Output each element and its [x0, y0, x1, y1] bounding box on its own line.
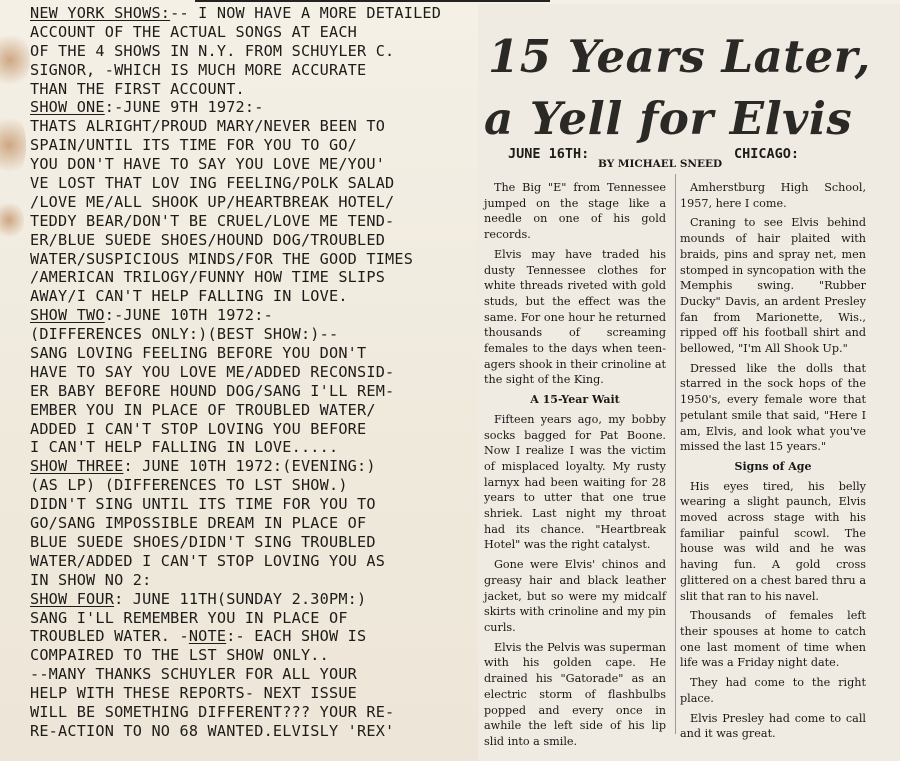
typed-line [30, 533, 472, 552]
typed-line [30, 420, 472, 439]
typed-line [30, 703, 472, 722]
article-paragraph: Dressed like the dolls that starred in the sock hops of the 1950's, every female wore that petulant smile that said, "Here I am, Elvis, and look what you've missed the last 15 years." [680, 361, 866, 454]
typed-line [30, 495, 472, 514]
article-paragraph: Elvis may have traded his dusty Tennessee clothes for white threads riveted with gold studs, but the effect was the same. For one hour he returned thousands of screaming females to the days when teen-agers shook in their crinoline at the sight of the King. [484, 247, 666, 387]
typed-text: OF THE 4 SHOWS IN N.Y. FROM SCHUYLER C. [30, 41, 395, 60]
typed-underlined: SHOW TWO [30, 306, 105, 325]
top-rule [195, 0, 550, 2]
typed-line [30, 61, 472, 80]
typed-text: IN SHOW NO 2: [30, 570, 152, 589]
typed-text: :-JUNE 10TH 1972:- [104, 306, 273, 325]
typed-text: SPAIN/UNTIL ITS TIME FOR YOU TO GO/ [30, 136, 358, 155]
typed-line [30, 457, 472, 476]
typed-line [30, 231, 472, 250]
article-column-right [680, 180, 866, 746]
article-paragraph: Amherstburg High School, 1957, here I come. [680, 181, 866, 210]
typed-text: VE LOST THAT LOV ING FEELING/POLK SALAD [30, 174, 395, 193]
typed-underlined: NEW YORK SHOWS: [30, 4, 171, 22]
article-paragraph: Gone were Elvis' chinos and greasy hair and black leather jacket, but so were my midcalf skirts with crinoline and my pin curls. [484, 558, 666, 634]
typed-line [30, 136, 472, 155]
subheading: A 15-Year Wait [530, 393, 620, 407]
typed-text: /AMERICAN TRILOGY/FUNNY HOW TIME SLIPS [30, 268, 386, 287]
typed-text: SIGNOR, -WHICH IS MUCH MORE ACCURATE [30, 60, 367, 79]
typed-line [30, 722, 472, 741]
typed-line [30, 684, 472, 703]
typed-text: YOU DON'T HAVE TO SAY YOU LOVE ME/YOU' [30, 155, 386, 174]
typed-line [30, 155, 472, 174]
typed-text: SANG LOVING FEELING BEFORE YOU DON'T [30, 344, 367, 363]
typed-text: WATER/SUSPICIOUS MINDS/FOR THE GOOD TIMES [30, 249, 414, 268]
typed-text: SANG I'LL REMEMBER YOU IN PLACE OF [30, 608, 348, 627]
newspaper-clipping [478, 4, 900, 761]
typed-line [30, 609, 472, 628]
typed-text: :-JUNE 9TH 1972:- [104, 98, 264, 117]
byline: BY MICHAEL SNEED [598, 158, 723, 170]
typed-line [30, 250, 472, 269]
typed-line [30, 382, 472, 401]
article-column-left [484, 180, 666, 754]
typed-text: --MANY THANKS SCHUYLER FOR ALL YOUR [30, 665, 358, 684]
typed-line [30, 117, 472, 136]
typed-text: WATER/ADDED I CAN'T STOP LOVING YOU AS [30, 551, 386, 570]
typed-text: DIDN'T SING UNTIL ITS TIME FOR YOU TO [30, 495, 376, 514]
handwritten-date: JUNE 16TH: [508, 146, 590, 162]
typed-line [30, 174, 472, 193]
typed-underlined: SHOW ONE [30, 98, 105, 117]
typed-line [30, 363, 472, 382]
typed-text: (DIFFERENCES ONLY:)(BEST SHOW:)-- [30, 325, 339, 344]
column-divider [675, 174, 676, 734]
typed-text: HAVE TO SAY YOU LOVE ME/ADDED RECONSID- [30, 362, 395, 381]
article-paragraph: His eyes tired, his belly wearing a slight paunch, Elvis moved across stage with his familiar painful scowl. The house was wild and he was having fun. A gold cross glittered on a chest bared thru a slit that ran to his navel. [680, 479, 866, 603]
headline-line-2: a Yell for Elvis [484, 92, 853, 145]
typed-text: -- I NOW HAVE A MORE DETAILED [170, 4, 442, 22]
typed-text: ACCOUNT OF THE ACTUAL SONGS AT EACH [30, 22, 358, 41]
typed-line [30, 514, 472, 533]
typed-text: :- EACH SHOW IS [226, 627, 367, 646]
typed-line [30, 476, 472, 495]
article-paragraph: They had come to the right place. [680, 676, 866, 705]
typed-underlined: NOTE [188, 627, 227, 646]
typed-line [30, 590, 472, 609]
typed-text: HELP WITH THESE REPORTS- NEXT ISSUE [30, 684, 358, 703]
typed-text: ADDED I CAN'T STOP LOVING YOU BEFORE [30, 419, 367, 438]
typed-text: ER BABY BEFORE HOUND DOG/SANG I'LL REM- [30, 381, 395, 400]
article-paragraph: The Big "E" from Tennessee jumped on the stage like a needle on one of his gold records. [484, 181, 666, 242]
typed-text: TROUBLED WATER. - [30, 627, 189, 646]
typed-line [30, 4, 472, 23]
article-paragraph: Craning to see Elvis behind mounds of hair plaited with braids, pins and spray net, men stomped in syncopation with the Memphis swing. "Rubber Ducky" Davis, an ardent Presley fan from Marionette, Wis., ripped off his football shirt and bellowed, "I'm All Shook Up." [680, 216, 866, 356]
typed-text: TEDDY BEAR/DON'T BE CRUEL/LOVE ME TEND- [30, 211, 395, 230]
typed-line [30, 287, 472, 306]
typed-line [30, 80, 472, 99]
typed-text: : JUNE 11TH(SUNDAY 2.30PM:) [114, 589, 367, 608]
typed-line [30, 268, 472, 287]
typed-text: ER/BLUE SUEDE SHOES/HOUND DOG/TROUBLED [30, 230, 386, 249]
typed-text: : JUNE 10TH 1972:(EVENING:) [123, 457, 376, 476]
typed-letter [30, 4, 472, 741]
headline-line-1: 15 Years Later, [488, 30, 871, 83]
typed-line [30, 627, 472, 646]
typed-text: /LOVE ME/ALL SHOOK UP/HEARTBREAK HOTEL/ [30, 192, 395, 211]
typed-text: RE-ACTION TO NO 68 WANTED.ELVISLY 'REX' [30, 721, 395, 740]
typed-line [30, 193, 472, 212]
typed-line [30, 42, 472, 61]
typed-line [30, 212, 472, 231]
typed-text: GO/SANG IMPOSSIBLE DREAM IN PLACE OF [30, 514, 367, 533]
article-paragraph: Thousands of females left their spouses at home to catch one last moment of time when life was a Friday night date. [680, 609, 866, 670]
typed-line [30, 344, 472, 363]
typed-underlined: SHOW THREE [30, 457, 124, 476]
typed-text: BLUE SUEDE SHOES/DIDN'T SING TROUBLED [30, 532, 376, 551]
article-paragraph: Fifteen years ago, my bobby socks bagged for Pat Boone. Now I realize I was the victim of misplaced loyalty. My rusty larnyx had been waiting for 28 years to utter that one true shriek. Last night my throat had its chance. "Heartbreak Hotel" was the right catalyst. [484, 412, 666, 552]
typed-text: I CAN'T HELP FALLING IN LOVE..... [30, 438, 339, 457]
typed-text: WILL BE SOMETHING DIFFERENT??? YOUR RE- [30, 702, 395, 721]
typed-line [30, 438, 472, 457]
typed-text: EMBER YOU IN PLACE OF TROUBLED WATER/ [30, 400, 376, 419]
typed-line [30, 665, 472, 684]
typed-line [30, 646, 472, 665]
typed-underlined: SHOW FOUR [30, 589, 115, 608]
typed-text: AWAY/I CAN'T HELP FALLING IN LOVE. [30, 287, 348, 306]
typed-text: (AS LP) (DIFFERENCES TO LST SHOW.) [30, 476, 348, 495]
article-paragraph: Elvis the Pelvis was superman with his golden cape. He drained his "Gatorade" as an electric storm of flashbulbs popped and every once in awhile the left side of his lip slid into a smile. [484, 640, 666, 748]
typed-line [30, 23, 472, 42]
typed-text: COMPAIRED TO THE LST SHOW ONLY.. [30, 646, 329, 665]
typed-line [30, 401, 472, 420]
typed-line [30, 325, 472, 344]
typed-text: THAN THE FIRST ACCOUNT. [30, 79, 245, 98]
article-paragraph: Elvis Presley had come to call and it was great. [680, 711, 866, 741]
typed-line [30, 571, 472, 590]
subheading: Signs of Age [734, 459, 812, 473]
handwritten-city: CHICAGO: [734, 146, 800, 162]
typed-text: THATS ALRIGHT/PROUD MARY/NEVER BEEN TO [30, 117, 386, 136]
typed-line [30, 552, 472, 571]
typed-line [30, 98, 472, 117]
typed-line [30, 306, 472, 325]
